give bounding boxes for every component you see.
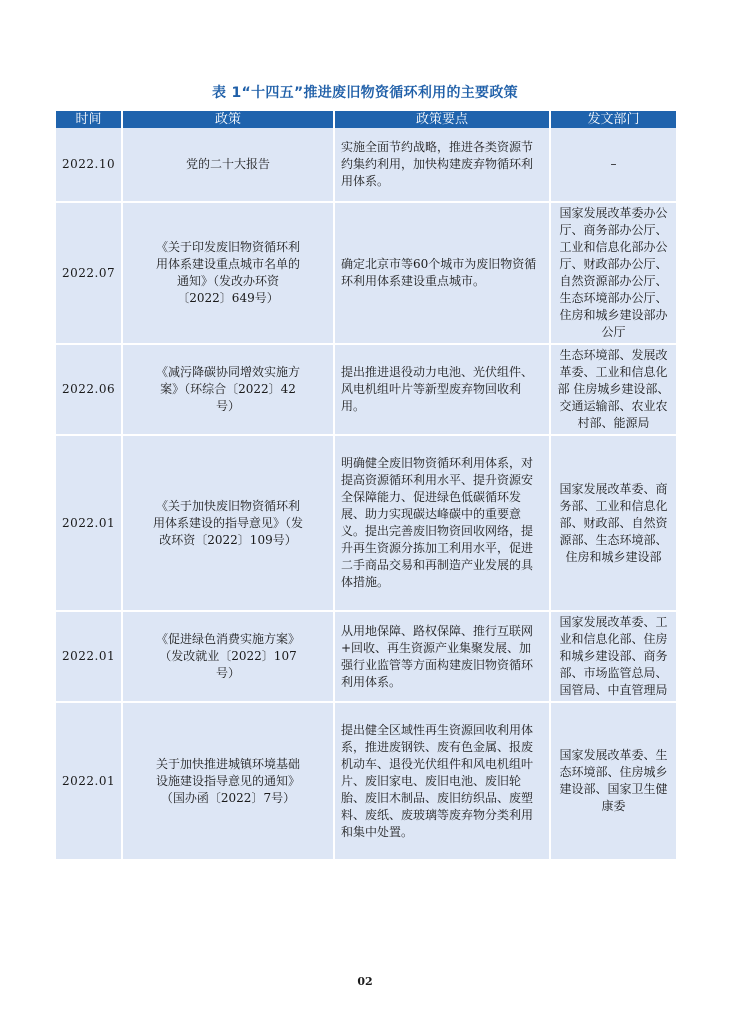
cell-time: 2022.07 [56,202,122,344]
table-row [56,202,676,344]
table-row [56,435,676,611]
cell-policy: 《关于印发废旧物资循环利用体系建设重点城市名单的通知》（发改办环资〔2022〕649号） [122,202,334,344]
table-row [56,702,676,860]
cell-dept: 生态环境部、发展改革委、工业和信息化部 住房城乡建设部、交通运输部、农业农村部、能源局 [550,344,676,435]
cell-points: 明确健全废旧物资循环利用体系，对提高资源循环利用水平、提升资源安全保障能力、促进绿色低碳循环发展、助力实现碳达峰碳中的重要意义。提出完善废旧物资回收网络，提升再生资源分拣加工利用水平，促进二手商品交易和再制造产业发展的具体措施。 [334,435,550,611]
cell-policy: 《关于加快废旧物资循环利用体系建设的指导意见》（发改环资〔2022〕109号） [122,435,334,611]
table-row [56,611,676,702]
cell-policy: 关于加快推进城镇环境基础设施建设指导意见的通知》（国办函〔2022〕7号） [122,702,334,860]
cell-points: 提出健全区域性再生资源回收利用体系，推进废钢铁、废有色金属、报废机动车、退役光伏组件和风电机组叶片、废旧家电、废旧电池、废旧轮胎、废旧木制品、废旧纺织品、废塑料、废纸、废玻璃等废弃物分类利用和集中处置。 [334,702,550,860]
header-dept: 发文部门 [550,111,676,128]
cell-time: 2022.10 [56,128,122,202]
cell-points: 实施全面节约战略，推进各类资源节约集约利用，加快构建废弃物循环利用体系。 [334,128,550,202]
policy-table [56,111,676,861]
cell-dept: 国家发展改革委、工业和信息化部、住房和城乡建设部、商务部、市场监管总局、国管局、中直管理局 [550,611,676,702]
cell-time: 2022.01 [56,435,122,611]
header-time: 时间 [56,111,122,128]
table-row [56,344,676,435]
cell-points: 提出推进退役动力电池、光伏组件、风电机组叶片等新型废弃物回收利用。 [334,344,550,435]
header-policy: 政策 [122,111,334,128]
cell-points: 从用地保障、路权保障、推行互联网+回收、再生资源产业集聚发展、加强行业监管等方面构建废旧物资循环利用体系。 [334,611,550,702]
cell-dept: 国家发展改革委、商务部、工业和信息化部、财政部、自然资源部、生态环境部、住房和城乡建设部 [550,435,676,611]
cell-points: 确定北京市等60个城市为废旧物资循环利用体系建设重点城市。 [334,202,550,344]
cell-policy: 党的二十大报告 [122,128,334,202]
cell-policy: 《减污降碳协同增效实施方案》（环综合〔2022〕42号） [122,344,334,435]
cell-dept: – [550,128,676,202]
cell-time: 2022.06 [56,344,122,435]
table-header-row [56,111,676,128]
header-points: 政策要点 [334,111,550,128]
cell-dept: 国家发展改革委、生态环境部、住房城乡建设部、国家卫生健康委 [550,702,676,860]
table-title: 表 1“十四五”推进废旧物资循环利用的主要政策 [212,85,518,101]
cell-time: 2022.01 [56,611,122,702]
table-row [56,128,676,202]
cell-policy: 《促进绿色消费实施方案》（发改就业〔2022〕107号） [122,611,334,702]
cell-dept: 国家发展改革委办公厅、商务部办公厅、工业和信息化部办公厅、财政部办公厅、自然资源部办公厅、生态环境部办公厅、住房和城乡建设部办公厅 [550,202,676,344]
page-number: 02 [357,975,373,988]
cell-time: 2022.01 [56,702,122,860]
